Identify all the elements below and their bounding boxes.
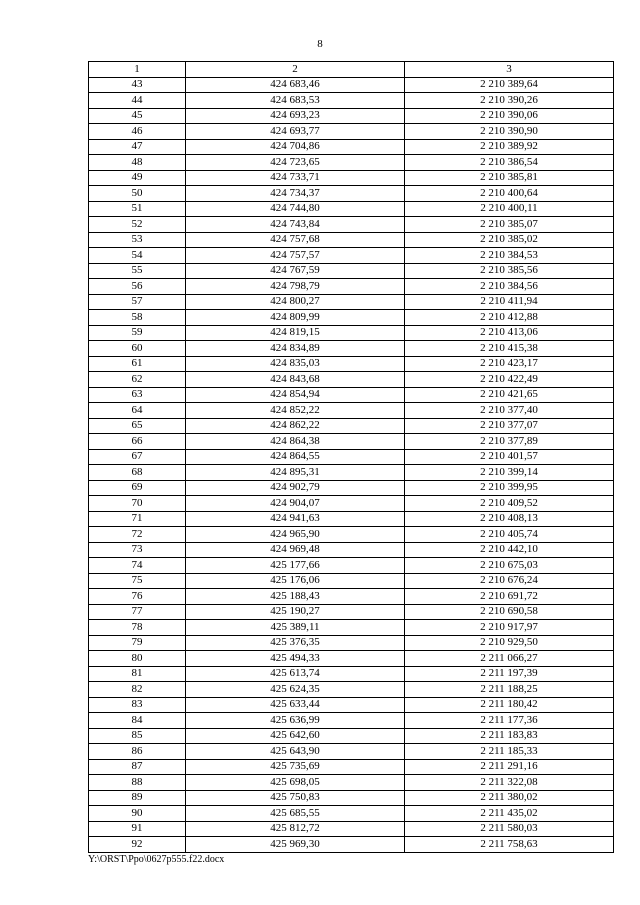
y-coordinate-cell: 2 210 917,97 [405, 620, 614, 636]
point-number-cell: 62 [89, 372, 186, 388]
x-coordinate-cell: 424 767,59 [186, 263, 405, 279]
point-number-cell: 89 [89, 790, 186, 806]
table-row [89, 682, 614, 698]
point-number-cell: 90 [89, 806, 186, 822]
point-number-cell: 71 [89, 511, 186, 527]
y-coordinate-cell: 2 211 322,08 [405, 775, 614, 791]
point-number-cell: 85 [89, 728, 186, 744]
point-number-cell: 52 [89, 217, 186, 233]
point-number-cell: 69 [89, 480, 186, 496]
point-number-cell: 66 [89, 434, 186, 450]
point-number-cell: 72 [89, 527, 186, 543]
y-coordinate-cell: 2 210 385,07 [405, 217, 614, 233]
y-coordinate-cell: 2 210 690,58 [405, 604, 614, 620]
table-row [89, 201, 614, 217]
x-coordinate-cell: 425 636,99 [186, 713, 405, 729]
y-coordinate-cell: 2 211 580,03 [405, 821, 614, 837]
point-number-cell: 75 [89, 573, 186, 589]
y-coordinate-cell: 2 210 421,65 [405, 387, 614, 403]
table-row [89, 728, 614, 744]
y-coordinate-cell: 2 210 390,90 [405, 124, 614, 140]
point-number-cell: 43 [89, 77, 186, 93]
point-number-cell: 70 [89, 496, 186, 512]
point-number-cell: 58 [89, 310, 186, 326]
point-number-cell: 67 [89, 449, 186, 465]
x-coordinate-cell: 425 812,72 [186, 821, 405, 837]
x-coordinate-cell: 424 969,48 [186, 542, 405, 558]
x-coordinate-cell: 425 750,83 [186, 790, 405, 806]
point-number-cell: 45 [89, 108, 186, 124]
x-coordinate-cell: 425 613,74 [186, 666, 405, 682]
x-coordinate-cell: 424 895,31 [186, 465, 405, 481]
y-coordinate-cell: 2 210 389,92 [405, 139, 614, 155]
y-coordinate-cell: 2 210 390,26 [405, 93, 614, 109]
table-row [89, 356, 614, 372]
table-row [89, 294, 614, 310]
table-row [89, 620, 614, 636]
table-row [89, 635, 614, 651]
x-coordinate-cell: 425 624,35 [186, 682, 405, 698]
header-column-3: 3 [405, 62, 614, 78]
point-number-cell: 60 [89, 341, 186, 357]
point-number-cell: 61 [89, 356, 186, 372]
x-coordinate-cell: 425 188,43 [186, 589, 405, 605]
point-number-cell: 59 [89, 325, 186, 341]
x-coordinate-cell: 424 834,89 [186, 341, 405, 357]
y-coordinate-cell: 2 210 413,06 [405, 325, 614, 341]
x-coordinate-cell: 424 965,90 [186, 527, 405, 543]
point-number-cell: 54 [89, 248, 186, 264]
point-number-cell: 76 [89, 589, 186, 605]
table-row [89, 279, 614, 295]
table-row [89, 542, 614, 558]
x-coordinate-cell: 425 685,55 [186, 806, 405, 822]
point-number-cell: 92 [89, 837, 186, 853]
y-coordinate-cell: 2 210 929,50 [405, 635, 614, 651]
x-coordinate-cell: 424 744,80 [186, 201, 405, 217]
table-row [89, 713, 614, 729]
x-coordinate-cell: 424 723,65 [186, 155, 405, 171]
y-coordinate-cell: 2 210 385,02 [405, 232, 614, 248]
x-coordinate-cell: 424 864,38 [186, 434, 405, 450]
y-coordinate-cell: 2 210 408,13 [405, 511, 614, 527]
table-row [89, 449, 614, 465]
point-number-cell: 79 [89, 635, 186, 651]
y-coordinate-cell: 2 210 377,07 [405, 418, 614, 434]
x-coordinate-cell: 424 757,68 [186, 232, 405, 248]
y-coordinate-cell: 2 210 390,06 [405, 108, 614, 124]
table-row [89, 155, 614, 171]
x-coordinate-cell: 424 852,22 [186, 403, 405, 419]
table-row [89, 387, 614, 403]
y-coordinate-cell: 2 210 409,52 [405, 496, 614, 512]
y-coordinate-cell: 2 211 185,33 [405, 744, 614, 760]
x-coordinate-cell: 424 693,23 [186, 108, 405, 124]
point-number-cell: 63 [89, 387, 186, 403]
y-coordinate-cell: 2 210 377,89 [405, 434, 614, 450]
y-coordinate-cell: 2 210 384,56 [405, 279, 614, 295]
table-row [89, 263, 614, 279]
table-row [89, 232, 614, 248]
table-row [89, 465, 614, 481]
table-row [89, 108, 614, 124]
table-row [89, 837, 614, 853]
point-number-cell: 73 [89, 542, 186, 558]
x-coordinate-cell: 424 904,07 [186, 496, 405, 512]
table-row [89, 170, 614, 186]
point-number-cell: 74 [89, 558, 186, 574]
x-coordinate-cell: 424 843,68 [186, 372, 405, 388]
table-row [89, 790, 614, 806]
table-row [89, 651, 614, 667]
y-coordinate-cell: 2 210 442,10 [405, 542, 614, 558]
x-coordinate-cell: 424 683,46 [186, 77, 405, 93]
point-number-cell: 88 [89, 775, 186, 791]
table-row [89, 124, 614, 140]
x-coordinate-cell: 424 941,63 [186, 511, 405, 527]
table-row [89, 558, 614, 574]
y-coordinate-cell: 2 210 691,72 [405, 589, 614, 605]
point-number-cell: 50 [89, 186, 186, 202]
y-coordinate-cell: 2 211 758,63 [405, 837, 614, 853]
point-number-cell: 48 [89, 155, 186, 171]
point-number-cell: 81 [89, 666, 186, 682]
table-row [89, 527, 614, 543]
y-coordinate-cell: 2 211 066,27 [405, 651, 614, 667]
table-row [89, 325, 614, 341]
x-coordinate-cell: 425 494,33 [186, 651, 405, 667]
x-coordinate-cell: 424 683,53 [186, 93, 405, 109]
table-row [89, 248, 614, 264]
point-number-cell: 64 [89, 403, 186, 419]
y-coordinate-cell: 2 210 401,57 [405, 449, 614, 465]
point-number-cell: 68 [89, 465, 186, 481]
point-number-cell: 57 [89, 294, 186, 310]
y-coordinate-cell: 2 210 400,11 [405, 201, 614, 217]
point-number-cell: 83 [89, 697, 186, 713]
x-coordinate-cell: 424 835,03 [186, 356, 405, 372]
coordinates-table [88, 61, 614, 853]
x-coordinate-cell: 425 735,69 [186, 759, 405, 775]
table-row [89, 496, 614, 512]
footer-file-path: Y:\ORST\Ppo\0627p555.f22.docx [88, 854, 225, 865]
x-coordinate-cell: 425 698,05 [186, 775, 405, 791]
table-row [89, 666, 614, 682]
x-coordinate-cell: 425 190,27 [186, 604, 405, 620]
point-number-cell: 86 [89, 744, 186, 760]
table-row [89, 806, 614, 822]
point-number-cell: 51 [89, 201, 186, 217]
x-coordinate-cell: 424 864,55 [186, 449, 405, 465]
x-coordinate-cell: 425 633,44 [186, 697, 405, 713]
table-row [89, 775, 614, 791]
table-row [89, 139, 614, 155]
y-coordinate-cell: 2 210 399,95 [405, 480, 614, 496]
y-coordinate-cell: 2 211 291,16 [405, 759, 614, 775]
x-coordinate-cell: 425 176,06 [186, 573, 405, 589]
table-row [89, 744, 614, 760]
table-row [89, 341, 614, 357]
table-row [89, 372, 614, 388]
point-number-cell: 65 [89, 418, 186, 434]
y-coordinate-cell: 2 210 386,54 [405, 155, 614, 171]
table-row [89, 759, 614, 775]
table-row [89, 186, 614, 202]
x-coordinate-cell: 424 693,77 [186, 124, 405, 140]
table-row [89, 217, 614, 233]
y-coordinate-cell: 2 210 384,53 [405, 248, 614, 264]
table-row [89, 403, 614, 419]
table-row [89, 310, 614, 326]
x-coordinate-cell: 425 969,30 [186, 837, 405, 853]
table-row [89, 480, 614, 496]
table-row [89, 697, 614, 713]
x-coordinate-cell: 424 862,22 [186, 418, 405, 434]
x-coordinate-cell: 424 757,57 [186, 248, 405, 264]
y-coordinate-cell: 2 211 188,25 [405, 682, 614, 698]
point-number-cell: 46 [89, 124, 186, 140]
header-column-1: 1 [89, 62, 186, 78]
x-coordinate-cell: 424 743,84 [186, 217, 405, 233]
y-coordinate-cell: 2 210 423,17 [405, 356, 614, 372]
x-coordinate-cell: 424 734,37 [186, 186, 405, 202]
x-coordinate-cell: 425 177,66 [186, 558, 405, 574]
y-coordinate-cell: 2 210 676,24 [405, 573, 614, 589]
y-coordinate-cell: 2 210 377,40 [405, 403, 614, 419]
table-header-row [89, 62, 614, 78]
table-row [89, 821, 614, 837]
y-coordinate-cell: 2 210 675,03 [405, 558, 614, 574]
table-row [89, 589, 614, 605]
x-coordinate-cell: 425 642,60 [186, 728, 405, 744]
point-number-cell: 44 [89, 93, 186, 109]
x-coordinate-cell: 425 389,11 [186, 620, 405, 636]
x-coordinate-cell: 424 809,99 [186, 310, 405, 326]
y-coordinate-cell: 2 211 183,83 [405, 728, 614, 744]
x-coordinate-cell: 424 798,79 [186, 279, 405, 295]
point-number-cell: 49 [89, 170, 186, 186]
point-number-cell: 77 [89, 604, 186, 620]
point-number-cell: 53 [89, 232, 186, 248]
y-coordinate-cell: 2 210 405,74 [405, 527, 614, 543]
table-row [89, 93, 614, 109]
x-coordinate-cell: 424 733,71 [186, 170, 405, 186]
y-coordinate-cell: 2 211 197,39 [405, 666, 614, 682]
y-coordinate-cell: 2 211 435,02 [405, 806, 614, 822]
point-number-cell: 87 [89, 759, 186, 775]
point-number-cell: 56 [89, 279, 186, 295]
table-row [89, 434, 614, 450]
y-coordinate-cell: 2 210 400,64 [405, 186, 614, 202]
x-coordinate-cell: 425 643,90 [186, 744, 405, 760]
table-body [89, 77, 614, 852]
y-coordinate-cell: 2 210 385,81 [405, 170, 614, 186]
x-coordinate-cell: 424 902,79 [186, 480, 405, 496]
point-number-cell: 91 [89, 821, 186, 837]
header-column-2: 2 [186, 62, 405, 78]
x-coordinate-cell: 424 704,86 [186, 139, 405, 155]
point-number-cell: 78 [89, 620, 186, 636]
x-coordinate-cell: 425 376,35 [186, 635, 405, 651]
point-number-cell: 82 [89, 682, 186, 698]
table-row [89, 77, 614, 93]
y-coordinate-cell: 2 210 385,56 [405, 263, 614, 279]
table-row [89, 573, 614, 589]
point-number-cell: 84 [89, 713, 186, 729]
table-row [89, 511, 614, 527]
x-coordinate-cell: 424 819,15 [186, 325, 405, 341]
table-row [89, 418, 614, 434]
x-coordinate-cell: 424 800,27 [186, 294, 405, 310]
y-coordinate-cell: 2 210 389,64 [405, 77, 614, 93]
y-coordinate-cell: 2 211 380,02 [405, 790, 614, 806]
point-number-cell: 80 [89, 651, 186, 667]
point-number-cell: 47 [89, 139, 186, 155]
y-coordinate-cell: 2 210 415,38 [405, 341, 614, 357]
page-number: 8 [317, 38, 323, 50]
table-row [89, 604, 614, 620]
y-coordinate-cell: 2 210 399,14 [405, 465, 614, 481]
point-number-cell: 55 [89, 263, 186, 279]
y-coordinate-cell: 2 210 422,49 [405, 372, 614, 388]
x-coordinate-cell: 424 854,94 [186, 387, 405, 403]
y-coordinate-cell: 2 210 412,88 [405, 310, 614, 326]
y-coordinate-cell: 2 211 180,42 [405, 697, 614, 713]
y-coordinate-cell: 2 210 411,94 [405, 294, 614, 310]
y-coordinate-cell: 2 211 177,36 [405, 713, 614, 729]
